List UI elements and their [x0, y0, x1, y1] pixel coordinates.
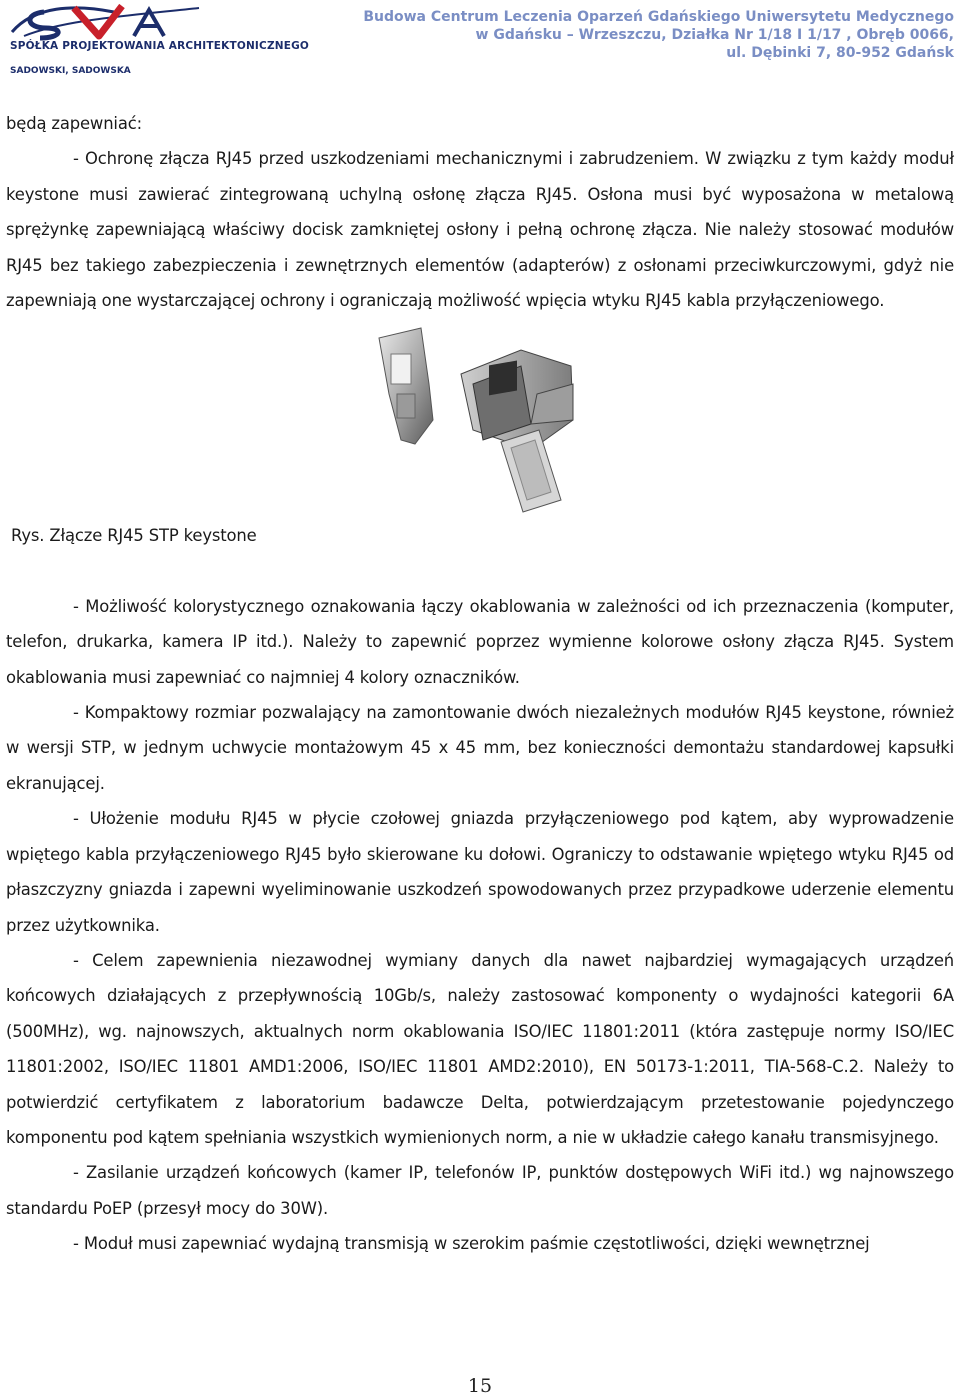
paragraph-poe: - Zasilanie urządzeń końcowych (kamer IP, telefonów IP, punktów dostępowych WiFi itd.) wg najnowszego standardu PoEP (przesył mocy do 30W). [6, 1163, 954, 1218]
page-number: 15 [467, 1375, 493, 1397]
project-title-line3: ul. Dębinki 7, 80-952 Gdańsk [726, 45, 954, 61]
page-header [0, 0, 960, 80]
figure-caption: Rys. Złącze RJ45 STP keystone [11, 526, 257, 546]
paragraph-color-coding: - Możliwość kolorystycznego oznakowania łączy okablowania w zależności od ich przeznaczenia (komputer, telefon, drukarka, kamera IP itd.). Należy to zapewnić poprzez wymienne kolorowe osłony złącza RJ45. System okablowania musi zapewniać co najmniej 4 kolory oznaczników. [6, 596, 954, 687]
project-title-line2: w Gdańsku – Wrzeszczu, Działka Nr 1/18 I 1/17 , Obręb 0066, [475, 27, 954, 43]
project-title-line1: Budowa Centrum Leczenia Oparzeń Gdańskiego Uniwersytetu Medycznego [363, 9, 954, 25]
paragraph-cat6a: - Celem zapewnienia niezawodnej wymiany danych dla nawet najbardziej wymagających urządzeń końcowych działających z przepływnością 10Gb/s, należy zastosować komponenty o wydajności kategorii 6A (500MHz), wg. najnowszych, aktualnych norm okablowania ISO/IEC 11801:2011 (która zastępuje normy ISO/IEC 11801:2002, ISO/IEC 11801 AMD1:2006, ISO/IEC 11801 AMD2:2010), EN 50173-1:2011, TIA-568-C.2. Należy to potwierdzić certyfikatem z laboratorium badawcze Delta, potwierdzającym przetestowanie pojedynczego komponentu pod kątem spełniania wszystkich wymienionych norm, a nie w układzie całego kanału transmisyjnego. [6, 950, 954, 1147]
project-title [363, 8, 954, 62]
rj45-keystone-image [361, 324, 601, 518]
figure-rj45-keystone [6, 324, 954, 518]
paragraph-transmission: - Moduł musi zapewniać wydajną transmisją w szerokim paśmie częstotliwości, dzięki wewnętrznej [73, 1234, 870, 1254]
company-logo [4, 2, 310, 76]
paragraph-protection: - Ochronę złącza RJ45 przed uszkodzeniami mechanicznymi i zabrudzeniem. W związku z tym każdy moduł keystone musi zawierać zintegrowaną uchylną osłonę złącza RJ45. Osłona musi być wyposażona w metalową sprężynkę zapewniającą właściwy docisk zamkniętej osłony i pełną ochronę złącza. Nie należy stosować modułów RJ45 bez takiego zabezpieczenia i zewnętrznych elementów (adapterów) z osłonami przeciwkurczowymi, gdyż nie zapewniają one wystarczającej ochrony i ograniczają możliwość wpięcia wtyku RJ45 kabla przyłączeniowego. [6, 149, 954, 311]
logo-emblem-icon [4, 2, 204, 42]
paragraph-angled-mount: - Ułożenie modułu RJ45 w płycie czołowej gniazda przyłączeniowego pod kątem, aby wyprowadzenie wpiętego kabla przyłączeniowego RJ45 było skierowane ku dołowi. Ograniczy to odstawanie wpiętego wtyku RJ45 od płaszczyzny gniazda i zapewni wyeliminowanie uszkodzeń spowodowanych przez przypadkowe uderzenie elementu przez użytkownika. [6, 809, 954, 935]
logo-text-company: SPÓŁKA PROJEKTOWANIA ARCHITEKTONICZNEGO [10, 40, 310, 52]
intro-text: będą zapewniać: [6, 114, 142, 133]
logo-text-owners: SADOWSKI, SADOWSKA [10, 66, 131, 76]
document-body [6, 106, 954, 1262]
paragraph-compact-size: - Kompaktowy rozmiar pozwalający na zamontowanie dwóch niezależnych modułów RJ45 keystone, również w wersji STP, w jednym uchwycie montażowym 45 x 45 mm, bez konieczności demontażu standardowej kapsułki ekranującej. [6, 703, 954, 793]
